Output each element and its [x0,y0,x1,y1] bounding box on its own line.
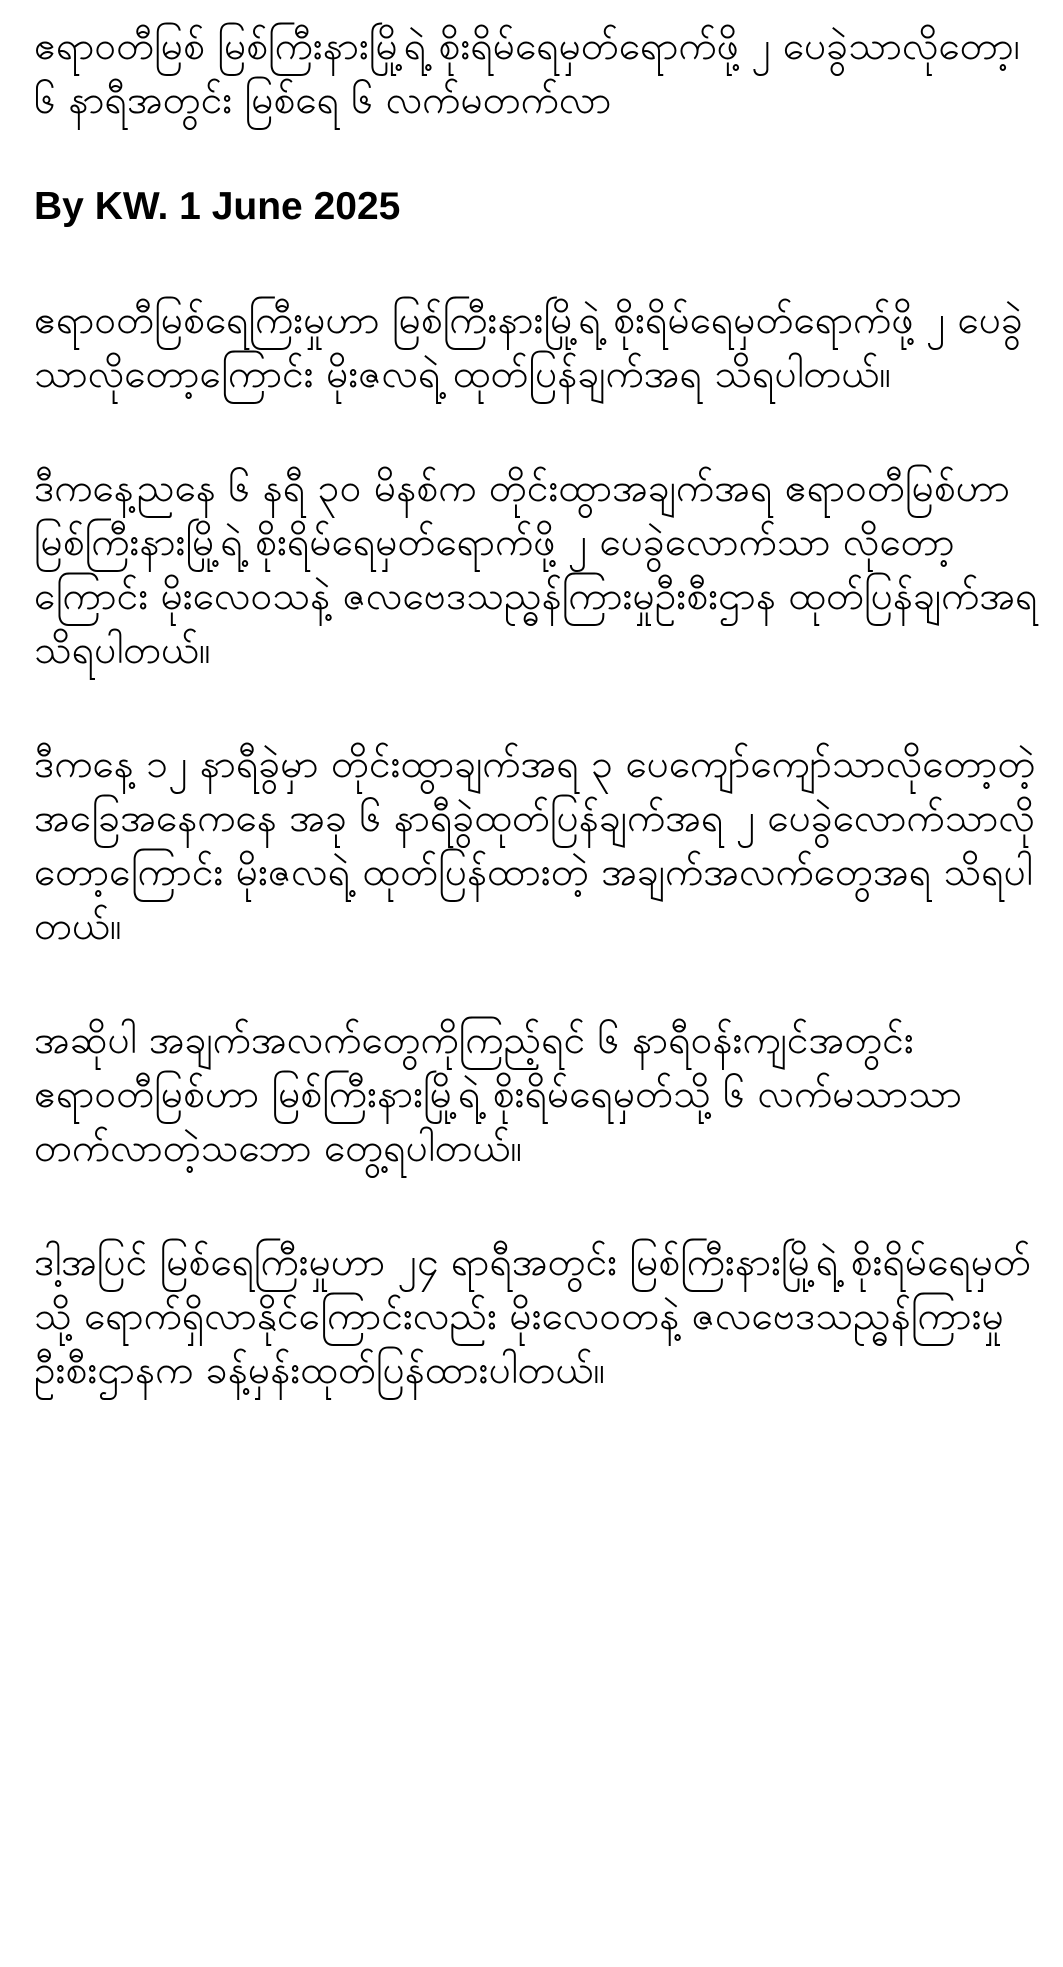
article-paragraph: ဧရာဝတီမြစ်ရေကြီးမှုဟာ မြစ်ကြီးနားမြို့ရဲ့ စိုးရိမ်ရေမှတ်ရောက်ဖို့ ၂ ပေခွဲသာလိုတော့ကြောင်း မိုးဇလရဲ့ ထုတ်ပြန်ချက်အရ သိရပါတယ်။ [34,298,1023,397]
article-headline: ဧရာဝတီမြစ် မြစ်ကြီးနားမြို့ရဲ့ စိုးရိမ်ရေမှတ်ရောက်ဖို့ ၂ ပေခွဲသာလိုတော့၊ ၆ နာရီအတွင်း မြစ်ရေ ၆ လက်မတက်လာ [34,24,1020,123]
article-byline: By KW. 1 June 2025 [34,185,401,228]
article-paragraph: ဒီကနေ့ ၁၂ နာရီခွဲမှာ တိုင်းထွာချက်အရ ၃ ပေကျော်ကျော်သာလိုတော့တဲ့ အခြေအနေကနေ အခု ၆ နာရီခွဲထုတ်ပြန်ချက်အရ ၂ ပေခွဲလောက်သာလိုတော့ကြောင်း မိုးဇလရဲ့ ထုတ်ပြန်ထားတဲ့ အချက်အလက်တွေအရ သိရပါတယ်။ [34,742,1036,949]
article [34,20,1044,1398]
article-paragraph: ဒါ့အပြင် မြစ်ရေကြီးမှုဟာ ၂၄ ရာရီအတွင်း မြစ်ကြီးနားမြို့ရဲ့ စိုးရိမ်ရေမှတ်သို့ ရောက်ရှိလာနိုင်ကြောင်းလည်း မိုးလေဝတနဲ့ ဇလဗေဒသည္ဓန်ကြားမှုဦးစီးဌာနက ခန့်မှန်းထုတ်ပြန်ထားပါတယ်။ [34,1240,1032,1393]
article-paragraph: အဆိုပါ အချက်အလက်တွေကိုကြည့်ရင် ၆ နာရီဝန်းကျင်အတွင်း ဧရာဝတီမြစ်ဟာ မြစ်ကြီးနားမြို့ရဲ့ စိုးရိမ်ရေမှတ်သို့ ၆ လက်မသာသာ တက်လာတဲ့သဘော တွေ့ရပါတယ်။ [34,1018,963,1171]
article-paragraph: ဒီကနေ့ညနေ ၆ နရီ ၃၀ မိနစ်က တိုင်းထွာအချက်အရ ဧရာဝတီမြစ်ဟာ မြစ်ကြီးနားမြို့ရဲ့ စိုးရိမ်ရေမှတ်ရောက်ဖို့ ၂ ပေခွဲလောက်သာ လိုတော့ကြောင်း မိုးလေဝသနဲ့ ဇလဗေဒသည္ဓန်ကြားမှုဦးစီးဌာန ထုတ်ပြန်ချက်အရ သိရပါတယ်။ [34,466,1038,673]
